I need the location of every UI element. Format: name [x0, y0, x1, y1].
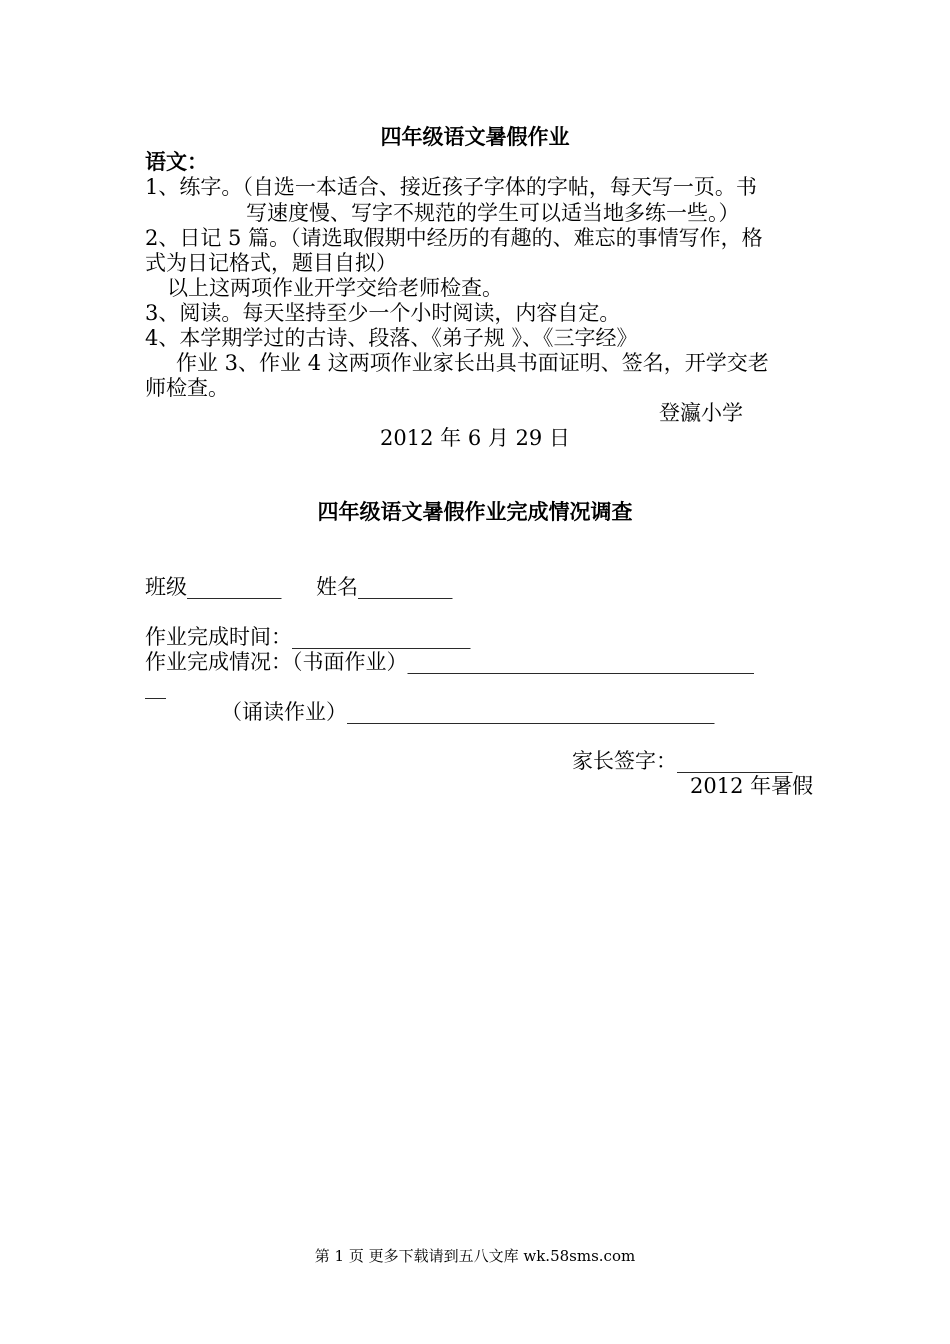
reading-homework-blank: ___________________________________ — [347, 700, 715, 724]
item-2-line-2: 式为日记格式，题目自拟） — [145, 251, 397, 275]
item-4: 4、本学期学过的古诗、段落、《弟子规 》、《三字经》 — [145, 326, 638, 350]
completion-status-blank: _________________________________ — [407, 650, 754, 674]
survey-title: 四年级语文暑假作业完成情况调查 — [317, 499, 633, 524]
reading-homework-field — [221, 699, 715, 725]
survey-period: 2012 年暑假 — [690, 774, 814, 798]
class-blank: _________ — [187, 575, 282, 599]
item-1-line-2: 写速度慢、写字不规范的学生可以适当地多练一些。） — [246, 201, 740, 225]
name-label: 姓名 — [316, 575, 358, 599]
completion-time-blank: _________________ — [292, 625, 471, 649]
page-footer: 第 1 页 更多下载请到五八文库 wk.58sms.com — [314, 1247, 636, 1265]
item-1-line-1: 1、练字。（自选一本适合、接近孩子字体的字帖，每天写一页。书 — [145, 175, 757, 199]
reading-homework-label: （诵读作业） — [221, 700, 347, 724]
parent-note-line-2: 师检查。 — [145, 376, 229, 400]
document-date: 2012 年 6 月 29 日 — [380, 426, 570, 450]
class-field — [145, 574, 282, 600]
name-blank: _________ — [358, 575, 453, 599]
parent-note-line-1: 作业 3、作业 4 这两项作业家长出具书面证明、签名，开学交老 — [176, 351, 769, 375]
item-2-line-1: 2、日记 5 篇。（请选取假期中经历的有趣的、难忘的事情写作，格 — [145, 226, 763, 250]
parent-signature-field — [572, 748, 793, 774]
name-field — [316, 574, 453, 600]
completion-time-label: 作业完成时间： — [145, 625, 292, 649]
completion-time-field — [145, 624, 471, 650]
parent-signature-label: 家长签字： — [572, 749, 677, 773]
item-3: 3、阅读。每天坚持至少一个小时阅读，内容自定。 — [145, 301, 621, 325]
parent-signature-blank: ___________ — [677, 749, 793, 773]
school-name: 登瀛小学 — [659, 401, 743, 425]
class-label: 班级 — [145, 575, 187, 599]
completion-status-blank-wrap: __ — [145, 675, 166, 699]
document-title: 四年级语文暑假作业 — [380, 124, 570, 149]
completion-status-label: 作业完成情况：（书面作业） — [145, 650, 408, 674]
completion-status-field — [145, 649, 754, 675]
check-note: 以上这两项作业开学交给老师检查。 — [167, 276, 503, 300]
subject-label: 语文： — [145, 149, 208, 174]
